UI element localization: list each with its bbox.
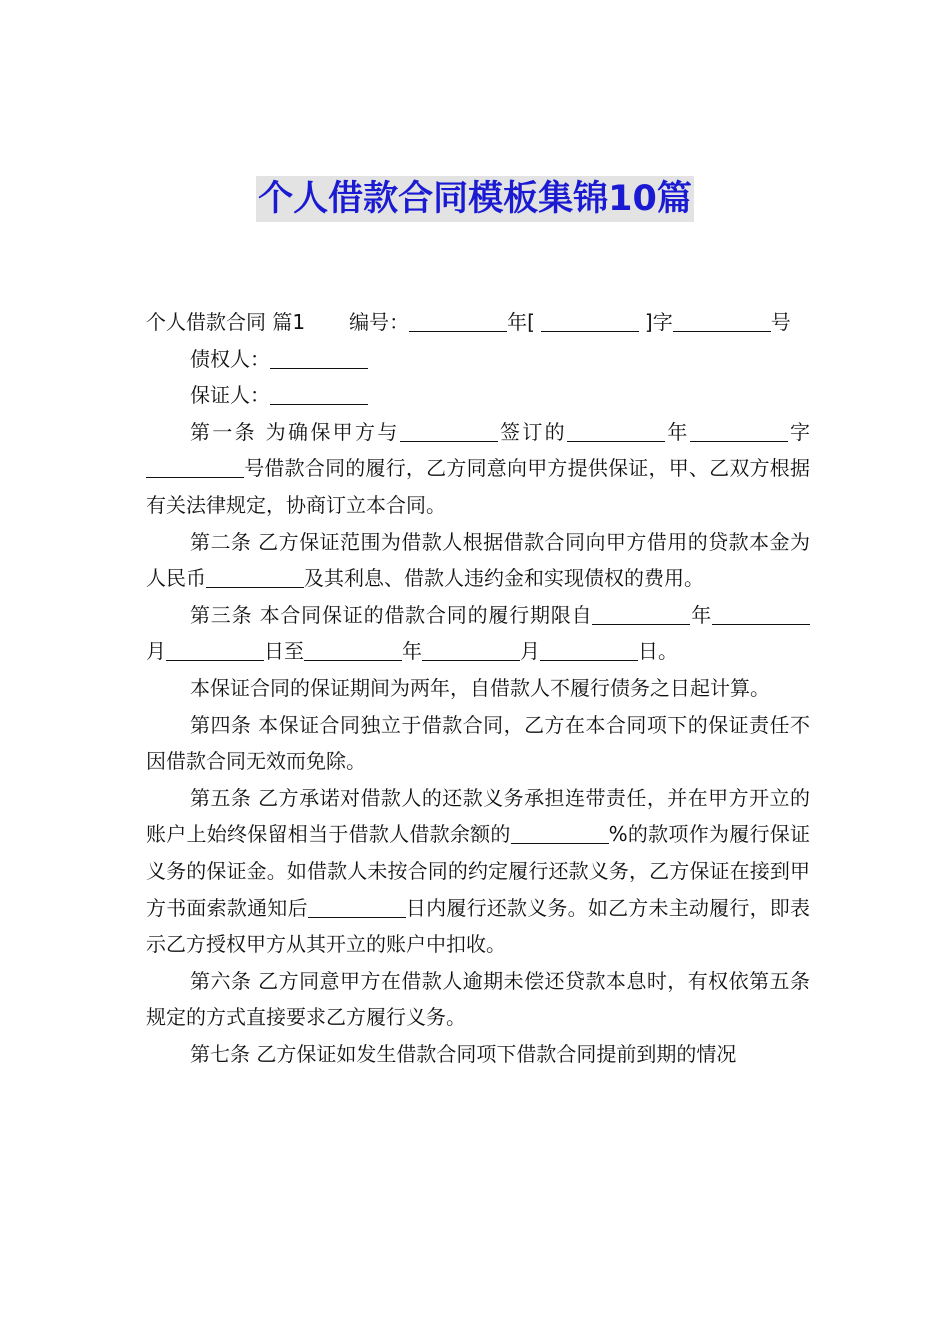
article-text: 年 <box>402 639 422 664</box>
blank-field <box>304 638 402 661</box>
article-text: 日。 <box>638 639 678 664</box>
article-7: 第七条 乙方保证如发生借款合同项下借款合同提前到期的情况 <box>190 1041 737 1066</box>
article-5 <box>146 780 810 963</box>
article-text: 年 <box>665 419 690 444</box>
article-text: 字 <box>787 419 811 444</box>
hao-text: 号 <box>770 310 791 334</box>
article-text: 第一条 为确保甲方与 <box>190 419 400 444</box>
article-6: 第六条 乙方同意甲方在借款人逾期未偿还贷款本息时，有权依第五条规定的方式直接要求乙方履行义务。 <box>146 968 810 1030</box>
blank-field <box>270 346 368 369</box>
article-text: 月 <box>520 639 540 664</box>
guarantor-label: 保证人： <box>190 383 270 408</box>
blank-field <box>400 419 498 442</box>
article-text: 月 <box>146 639 166 664</box>
blank-field <box>673 309 771 332</box>
document-title: 个人借款合同模板集锦10篇 <box>256 176 694 222</box>
article-2 <box>146 524 810 597</box>
document-body <box>146 304 810 1072</box>
blank-field <box>690 419 788 442</box>
article-text: 日内履行还款义务。如乙方未主动履行，即表示乙方授权甲方从其开立的账户中扣收。 <box>146 895 811 957</box>
blank-field <box>541 309 639 332</box>
blank-field <box>409 309 507 332</box>
document-title-wrap <box>0 176 950 222</box>
blank-field <box>166 638 264 661</box>
article-4: 第四条 本保证合同独立于借款合同，乙方在本合同项下的保证责任不因借款合同无效而免除。 <box>146 712 810 774</box>
guarantor-line <box>146 377 810 414</box>
blank-field <box>592 602 690 625</box>
article-text: 日至 <box>264 639 304 664</box>
article-text: 第二条 乙方保证范围为借款人根据借款合同向甲方借用的贷款本金为人民币 <box>146 529 810 591</box>
article-1 <box>146 414 810 524</box>
article-text: 及其利息、借款人违约金和实现债权的费用。 <box>304 566 704 591</box>
contract-name: 个人借款合同 篇1 <box>146 310 306 334</box>
creditor-label: 债权人： <box>190 346 270 371</box>
blank-field <box>712 602 810 625</box>
guarantee-period: 本保证合同的保证期间为两年，自借款人不履行债务之日起计算。 <box>190 675 770 700</box>
blank-field <box>308 895 406 918</box>
blank-field <box>422 638 520 661</box>
contract-header <box>146 304 810 341</box>
char-text: ]字 <box>644 310 673 334</box>
blank-field <box>146 455 244 478</box>
blank-field <box>206 565 304 588</box>
blank-field <box>270 382 368 405</box>
article-text: 签订的 <box>497 419 568 444</box>
number-label: 编号： <box>349 310 410 334</box>
article-text: 号借款合同的履行，乙方同意向甲方提供保证，甲、乙双方根据有关法律规定，协商订立本合同。 <box>146 456 810 517</box>
year-text: 年[ <box>507 310 535 334</box>
creditor-line <box>146 341 810 378</box>
article-text: 第三条 本合同保证的借款合同的履行期限自 <box>190 602 593 627</box>
blank-field <box>540 638 638 661</box>
article-text: %的款项作为履行保证义务的保证金。如借款人未按合同的约定履行还款义务，乙方保证在接到甲方书面索款通知后 <box>146 822 810 920</box>
article-text: 年 <box>690 602 713 627</box>
blank-field <box>511 821 609 844</box>
article-text: 第五条 乙方承诺对借款人的还款义务承担连带责任，并在甲方开立的账户上始终保留相当于借款人借款余额的 <box>146 785 810 847</box>
article-3 <box>146 597 810 670</box>
blank-field <box>567 419 665 442</box>
